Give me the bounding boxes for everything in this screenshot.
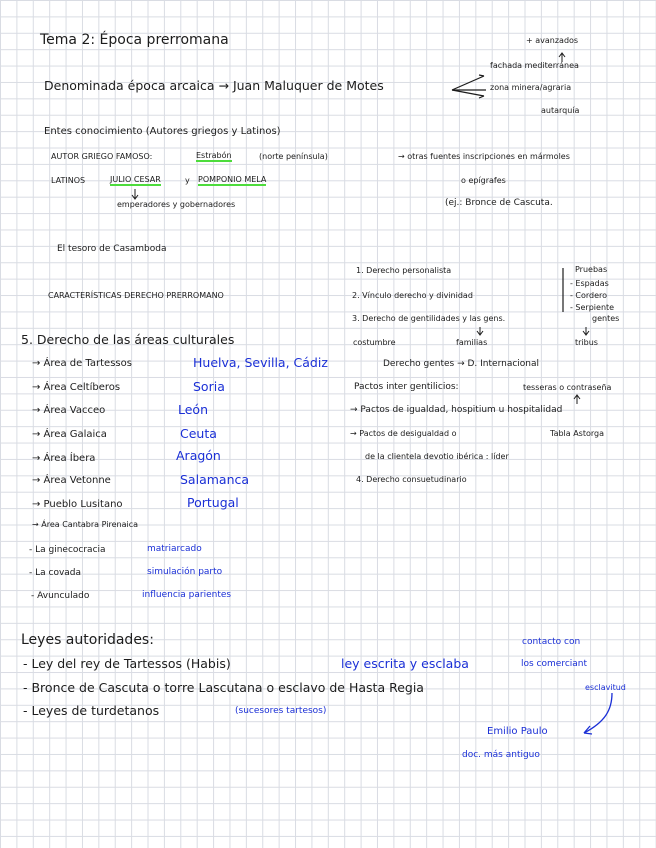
area-place-3: Ceuta	[180, 426, 217, 441]
serpiente-item: - Serpiente	[570, 303, 615, 312]
emperadores-note: emperadores y gobernadores	[117, 200, 236, 209]
ley-escrita-note: ley escrita y esclaba	[341, 656, 469, 671]
page-title: Tema 2: Época prerromana	[40, 32, 229, 48]
note-label-2: - Avunculado	[31, 591, 90, 601]
y-conjunction: y	[185, 176, 190, 185]
small-down-arrow-icon	[477, 327, 483, 335]
area-label-5: → Área Vetonne	[32, 475, 111, 486]
pruebas-label: Pruebas	[575, 265, 608, 274]
contacto-line-1: contacto con	[522, 637, 581, 647]
area-label-1: → Área Celtíberos	[32, 382, 121, 393]
costumbre-note: costumbre	[353, 338, 396, 347]
tesseras-note: tesseras o contraseña	[523, 383, 612, 392]
area-place-5: Salamanca	[180, 472, 250, 487]
derecho-item-4: 4. Derecho consuetudinario	[356, 475, 467, 484]
leyes-heading: Leyes autoridades:	[21, 632, 154, 648]
tribus-note: tribus	[575, 338, 598, 347]
areas-heading: 5. Derecho de las áreas culturales	[21, 332, 235, 347]
area-place-4: Aragón	[176, 448, 221, 463]
ley-rey-tartessos: - Ley del rey de Tartessos (Habis)	[23, 656, 231, 671]
pactos-label: Pactos inter gentilicios:	[354, 382, 459, 392]
derecho-gentes: Derecho gentes → D. Internacional	[383, 359, 540, 369]
note-ventajas: + avanzados	[526, 36, 579, 45]
epigrafes-note: o epígrafes	[461, 176, 506, 185]
area-label-7: → Área Cantabra Pirenaica	[32, 520, 139, 529]
pactos-desigualdad: → Pactos de desigualdad o	[350, 429, 457, 438]
derecho-item-2: 2. Vínculo derecho y divinidad	[352, 291, 473, 300]
gentes-note: gentes	[592, 314, 620, 323]
julio-cesar-highlight: JULIO CESAR	[110, 175, 161, 184]
area-place-0: Huelva, Sevilla, Cádiz	[193, 355, 328, 370]
note-label-1: - La covada	[29, 568, 82, 578]
area-place-2: León	[178, 402, 209, 417]
derecho-item-1: 1. Derecho personalista	[356, 266, 452, 275]
note-value-1: simulación parto	[147, 567, 223, 577]
note-autarquia: autarquía	[541, 106, 580, 115]
sucesores-note: (sucesores tartesos)	[235, 706, 327, 716]
derecho-item-3: 3. Derecho de gentilidades y las gens.	[352, 314, 506, 323]
area-label-0: → Área de Tartessos	[32, 358, 132, 369]
up-arrow-icon-2	[574, 395, 580, 404]
curved-arrow-head	[584, 726, 592, 734]
otras-fuentes: → otras fuentes inscripciones en mármoles	[398, 152, 570, 161]
split-arrow-icon	[452, 75, 484, 98]
estrabon-highlight: Estrabón	[196, 151, 232, 160]
small-down-arrow-icon-2	[583, 327, 589, 335]
area-label-2: → Área Vacceo	[32, 405, 106, 416]
note-label-0: - La ginecocracia	[29, 545, 106, 555]
area-label-3: → Área Galaica	[32, 429, 107, 440]
tesoro-line: El tesoro de Casamboda	[57, 244, 167, 254]
note-value-2: influencia parientes	[142, 590, 232, 600]
bronce-ejemplo: (ej.: Bronce de Cascuta.	[445, 198, 553, 208]
espadas-item: - Espadas	[570, 279, 609, 288]
note-value-0: matriarcado	[147, 544, 202, 554]
pomponio-mela-highlight: POMPONIO MELA	[198, 175, 267, 184]
caracteristicas-heading: CARACTERÍSTICAS DERECHO PRERROMANO	[48, 291, 224, 300]
familias-note: familias	[456, 338, 488, 347]
tabla-astorga: Tabla Astorga	[550, 429, 605, 438]
area-label-4: → Área Íbera	[32, 453, 96, 464]
entes-heading: Entes conocimiento (Autores griegos y Latinos)	[44, 126, 281, 137]
area-place-6: Portugal	[187, 495, 239, 510]
emilio-paulo: Emilio Paulo	[487, 726, 548, 737]
autor-griego-label: AUTOR GRIEGO FAMOSO:	[51, 152, 153, 161]
latinos-label: LATINOS	[51, 176, 86, 185]
cordero-item: - Cordero	[570, 291, 608, 300]
denominada-line: Denominada época arcaica → Juan Maluquer de Motes	[44, 78, 384, 93]
note-fachada: fachada mediterránea	[490, 61, 579, 70]
bronce-cascuta-line: - Bronce de Cascuta o torre Lascutana o esclavo de Hasta Regia	[23, 680, 424, 695]
clientela-line: de la clientela devotio ibérica : líder	[365, 452, 509, 461]
leyes-turdetanos: - Leyes de turdetanos	[23, 703, 160, 718]
curved-arrow-icon	[584, 693, 612, 733]
esclavitud-note: esclavitud	[585, 683, 626, 692]
pactos-igualdad: → Pactos de igualdad, hospitium u hospitalidad	[350, 405, 563, 415]
doc-mas-antiguo: doc. más antiguo	[462, 750, 540, 760]
area-place-1: Soria	[193, 379, 225, 394]
norte-note: (norte península)	[259, 152, 328, 161]
note-minera: zona minera/agraria	[490, 83, 572, 92]
area-label-6: → Pueblo Lusitano	[32, 499, 123, 510]
down-arrow-icon	[132, 189, 138, 199]
contacto-line-2: los comerciant	[521, 659, 588, 669]
